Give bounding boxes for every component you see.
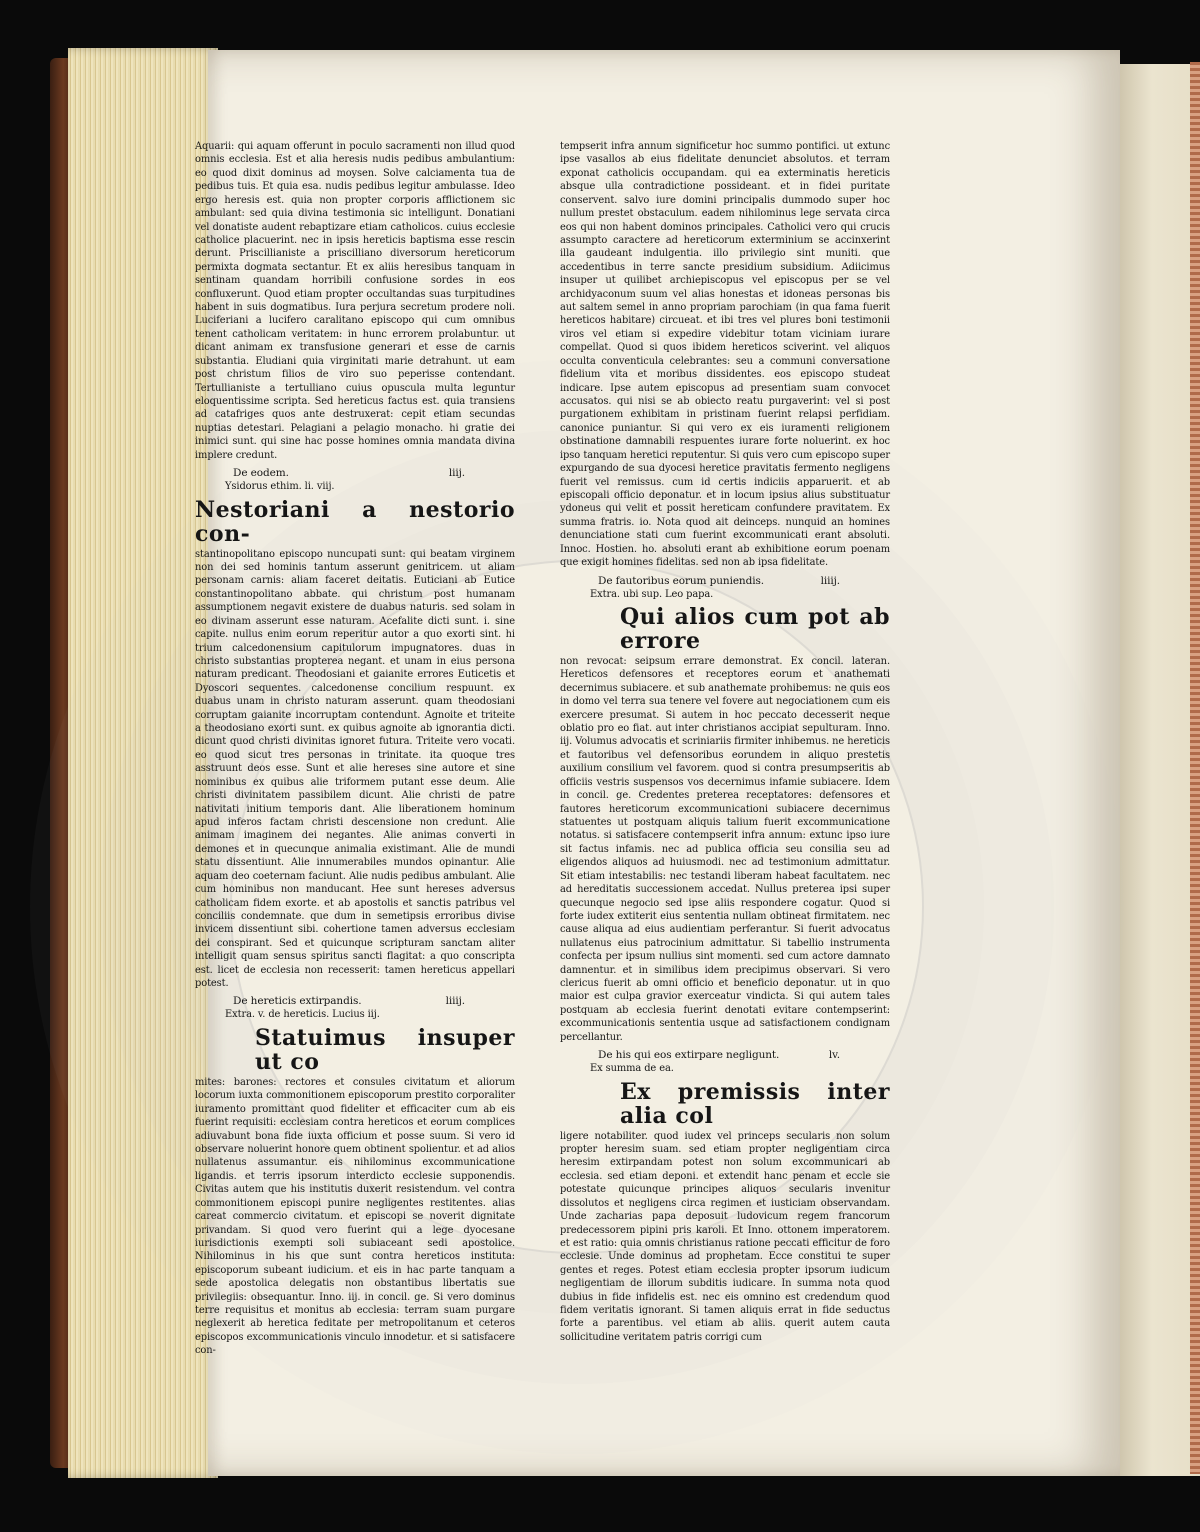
section-number: liij. bbox=[448, 467, 465, 480]
initial-heading: Statuimus insuper ut co bbox=[255, 1024, 515, 1075]
section-number: liiij. bbox=[820, 574, 840, 587]
section-title: De fautoribus eorum puniendis. bbox=[598, 574, 765, 587]
right-text-column bbox=[560, 140, 890, 1348]
section-heading bbox=[195, 466, 515, 480]
paragraph: stantinopolitano episcopo nuncupati sunt: qui beatam virginem non dei sed hominis tantum asserunt genitricem. ut aliam personam carnis: aliam faceret deitatis. Euticiani ab Eutice constantinopolitano abbate. qui christum post humanam assumptionem negavit existere de duabus naturis. sed solam in eo divinam asserunt esse naturam. Acefalite dicti sunt. i. sine capite. nullus enim eorum reperitur autor a quo exorti sint. hi trium calcedonensium capitulorum impugnatores. duas in christo substantias propterea negant. et unam in eius persona naturam predicant. Theodosiani et gaianite errores Euticetis et Dyoscori sequentes. calcedonense concilium respuunt. ex duabus unam in christo naturam asserunt. quam theodosiani corruptam gaianite incorruptam contendunt. Agnoite et triteite a theodosiano exorti sunt. ex quibus agnoite ab ignorantia dicti. dicunt quod christi divinitas ignoret futura. Triteite vero vocati. eo quod sicut tres personas in trinitate. ita quoque tres asstruunt deos esse. Sunt et alie hereses sine autore et sine nominibus ex quibus alie triformem putant esse deum. Alie christi divinitatem passibilem dicunt. Alie christi de patre nativitati initium temporis dant. Alie liberationem hominum apud inferos factam christi descensione non credunt. Alie animam imaginem dei negantes. Alie animas converti in demones et in quecunque animalia existimant. Alie de mundi statu dissentiunt. Alie innumerabiles mundos opinantur. Alie aquam deo coeternam faciunt. Alie nudis pedibus ambulant. Alie cum hominibus non manducant. Hee sunt hereses adversus catholicam fidem exorte. et ab apostolis et sanctis patribus vel conciliis condemnate. que dum in semetipsis erroribus divise invicem dissentiunt sibi. cohertione tamen adversus ecclesiam dei conspirant. Sed et quicunque scripturam sanctam aliter intelligit quam sensus spiritus sancti flagitat: a quo conscripta est. licet de ecclesia non recesserit: tamen hereticus appellari potest. bbox=[195, 548, 515, 990]
initial-heading: Nestoriani a nestorio con- bbox=[195, 496, 515, 547]
paragraph: non revocat: seipsum errare demonstrat. Ex concil. lateran. Hereticos defensores et receptores eorum et anathemati decernimus subiacere. et sub anathemate prohibemus: ne quis eos in domo vel terra sua tenere vel fovere aut negociationem cum eis exercere presumat. Si autem in hoc peccato decesserit neque oblatio pro eo fiat. aut inter christianos accipiat sepulturam. Inno. iij. Volumus advocatis et scriniariis firmiter inhibemus. ne hereticis et fautoribus vel defensoribus eorundem in aliquo prestetis auxilium consilium vel favorem. quod si contra presumpseritis ab officiis vestris suspensos vos decernimus infamie subiacere. Idem in concil. ge. Credentes preterea receptatores: defensores et fautores hereticorum excommunicationi subiacere decernimus statuentes ut postquam aliquis talium fuerit excommunicatione notatus. si satisfacere contempserit infra annum: extunc ipso iure sit factus infamis. nec ad publica officia seu consilia seu ad eligendos aliquos ad huiusmodi. nec ad testimonium admittatur. Sit etiam intestabilis: nec testandi liberam habeat facultatem. nec ad hereditatis successionem accedat. Nullus preterea ipsi super quecunque negocio sed ipse aliis respondere cogatur. Quod si forte iudex extiterit eius sententia nullam obtineat firmitatem. nec cause aliqua ad eius audientiam perferantur. Si fuerit advocatus nullatenus eius patrocinium admittatur. Si tabellio instrumenta confecta per ipsum nullius sint momenti. sed cum actore damnato damnentur. et in similibus idem precipimus observari. Si vero clericus fuerit ab omni officio et beneficio deponatur. ut in quo maior est culpa gravior exerceatur vindicta. Si qui autem tales postquam ab ecclesia fuerint denotati evitare contempserint: excommunicationis sententia usque ad satisfactionem condignam percellantur. bbox=[560, 655, 890, 1043]
paragraph: mites: barones: rectores et consules civitatum et aliorum locorum iuxta commonitionem episcoporum prestito corporaliter iuramento promittant quod fideliter et efficaciter cum ab eis fuerint requisiti: ecclesiam contra hereticos et eorum complices adiuvabunt bona fide iuxta officium et posse suum. Si vero id observare noluerint honore quem obtinent spolientur. et ad alios nullatenus assumantur. eis nihilominus excommunicatione ligandis. et terris ipsorum interdicto ecclesie supponendis. Civitas autem que his institutis duxerit resistendum. vel contra commonitionem episcopi punire negligentes restitentes. alias careat commercio civitatum. et episcopi se noverit dignitate privandam. Si quod vero fuerint qui a lege dyocesane iurisdictionis exempti soli subiaceant sedi apostolice. Nihilominus in his que sunt contra hereticos instituta: episcoporum subeant iudicium. et eis in hac parte tanquam a sede apostolica delegatis non obstantibus libertatis sue privilegiis: obsequantur. Inno. iij. in concil. ge. Si vero dominus terre requisitus et monitus ab ecclesia: terram suam purgare neglexerit ab heretica feditate per metropolitanum et ceteros episcopos excommunicationis vinculo innodetur. et si satisfacere con- bbox=[195, 1076, 515, 1357]
section-title: De hereticis extirpandis. bbox=[233, 995, 362, 1008]
paragraph: ligere notabiliter. quod iudex vel princeps secularis non solum propter heresim suam. sed etiam propter negligentiam circa heresim extirpandam potest non solum excommunicari ab ecclesia. sed etiam deponi. et extendit hanc penam et eccle sie potestate quicunque principes aliquos secularis invenitur dissolutos et negligens circa regimen et iusticiam observandam. Unde zacharias papa deposuit ludovicum regem francorum predecessorem pipini pris karoli. Et Inno. ottonem imperatorem. et est ratio: quia omnis christianus ratione peccati efficitur de foro ecclesie. Unde dominus ad prophetam. Ecce constitui te super gentes et reges. Potest etiam ecclesia propter ipsorum iudicum negligentiam de illorum subditis iudicare. In summa nota quod dubius in fide infidelis est. nec eis omnino est credendum quod fidem veritatis ignorant. Si tamen aliquis errat in fide seductus forte a parentibus. vel etiam ab aliis. querit autem cauta sollicitudine veritatem patris corrigi cum bbox=[560, 1130, 890, 1343]
initial-heading: Qui alios cum pot ab errore bbox=[620, 603, 890, 654]
right-page-edge bbox=[1190, 62, 1200, 1474]
section-heading bbox=[195, 994, 515, 1008]
source-citation: Ysidorus ethim. li. viij. bbox=[225, 481, 335, 493]
section-number: lv. bbox=[828, 1049, 840, 1062]
initial-heading: Ex premissis inter alia col bbox=[620, 1078, 890, 1129]
section-heading bbox=[560, 574, 890, 588]
source-citation: Extra. v. de hereticis. Lucius iij. bbox=[225, 1009, 380, 1021]
section-title: De his qui eos extirpare negligunt. bbox=[598, 1049, 780, 1062]
section-heading bbox=[560, 1048, 890, 1062]
source-citation: Ex summa de ea. bbox=[590, 1063, 674, 1075]
paragraph: Aquarii: qui aquam offerunt in poculo sacramenti non illud quod omnis ecclesia. Est et alia heresis nudis pedibus ambulantium: eo quod dixit dominus ad moysen. Solve calciamenta tua de pedibus tuis. Et quia esa. nudis pedibus legitur ambulasse. Ideo ergo heresis est. quia non propter corporis afflictionem sic ambulant: sed quia divina testimonia sic intelligunt. Donatiani vel donatiste audent rebaptizare etiam catholicos. cuius ecclesie catholice placuerint. nec in ipsis hereticis baptisma esse rescin derunt. Priscillianiste a priscilliano diversorum hereticorum permixta dogmata sectantur. Et ex aliis heresibus tanquam in sentinam quandam horribili confusione sordes in eos confluxerunt. Quod etiam propter occultandas suas turpitudines habent in suis dogmatibus. Iura perjura secretum prodere noli. Luciferiani a lucifero caralitano episcopo qui cum omnibus tenent catholicam veritatem: in hunc errorem prolabuntur. ut dicant animam ex transfusione generari et esse de carnis substantia. Eludiani quia virginitati marie detrahunt. ut eam post christum filios de viro suo peperisse contendant. Tertullianiste a tertulliano cuius opuscula multa leguntur eloquentissime scripta. Sed hereticus factus est. quia transiens ad catafriges quos ante destruxerat: cepit etiam secundas nuptias detestari. Pelagiani a pelagio monacho. hi gratie dei inimici sunt. qui sine hac posse homines omnia mandata divina implere credunt. bbox=[195, 141, 515, 461]
paragraph: tempserit infra annum significetur hoc summo pontifici. ut extunc ipse vasallos ab eius fidelitate denunciet absolutos. et terram exponat catholicis occupandam. qui ea exterminatis hereticis absque ulla contradictione possideant. et in fidei puritate conservent. salvo iure domini principalis dummodo super hoc nullum prestet obstaculum. eadem nihilominus lege servata circa eos qui non habent dominos principales. Catholici vero qui crucis assumpto caractere ad hereticorum exterminium se accinxerint illa gaudeant indulgentia. illo privilegio sint muniti. que accedentibus in terre sancte presidium subsidium. Adiicimus insuper ut quilibet archiepiscopus vel episcopus per se vel archidyaconum suum vel alias honestas et idoneas personas bis aut saltem semel in anno propriam parochiam (in qua fama fuerit hereticos habitare) circueat. et ibi tres vel plures boni testimonii viros vel etiam si expedire videbitur totam viciniam iurare compellat. Quod si quos ibidem hereticos sciverint. vel aliquos occulta conventicula celebrantes: seu a communi conversatione fidelium vita et moribus dissidentes. eos episcopo studeat indicare. Ipse autem episcopus ad presentiam suam convocet accusatos. qui nisi se ab obiecto reatu purgaverint: vel si post purgationem exhibitam in pristinam fuerint relapsi perfidiam. canonice puniantur. Si qui vero ex eis iuramenti religionem obstinatione damnabili respuentes iurare forte noluerint. ex hoc ipso tanquam heretici reputentur. Si quis vero cum episcopo super expurgando de sua dyocesi heretice pravitatis fermento negligens fuerit vel remissus. cum id certis indiciis apparuerit. et ab episcopali officio deponatur. et in locum ipsius alius substituatur ydoneus qui velit et possit hereticam confundere pravitatem. Ex summa fratris. io. Nota quod ait deinceps. nunquid an homines denunciatione stati cum fuerint excommunicati erant absoluti. Innoc. Hostien. ho. absoluti erant ab exhibitione eorum poenam que exigit homines fidelitas. sed non ab ipsa fidelitate. bbox=[560, 141, 890, 569]
source-citation: Extra. ubi sup. Leo papa. bbox=[590, 588, 714, 600]
section-title: De eodem. bbox=[233, 467, 289, 480]
right-page-sliver bbox=[1120, 64, 1200, 1476]
left-text-column bbox=[195, 140, 515, 1362]
section-number: liiij. bbox=[445, 995, 465, 1008]
